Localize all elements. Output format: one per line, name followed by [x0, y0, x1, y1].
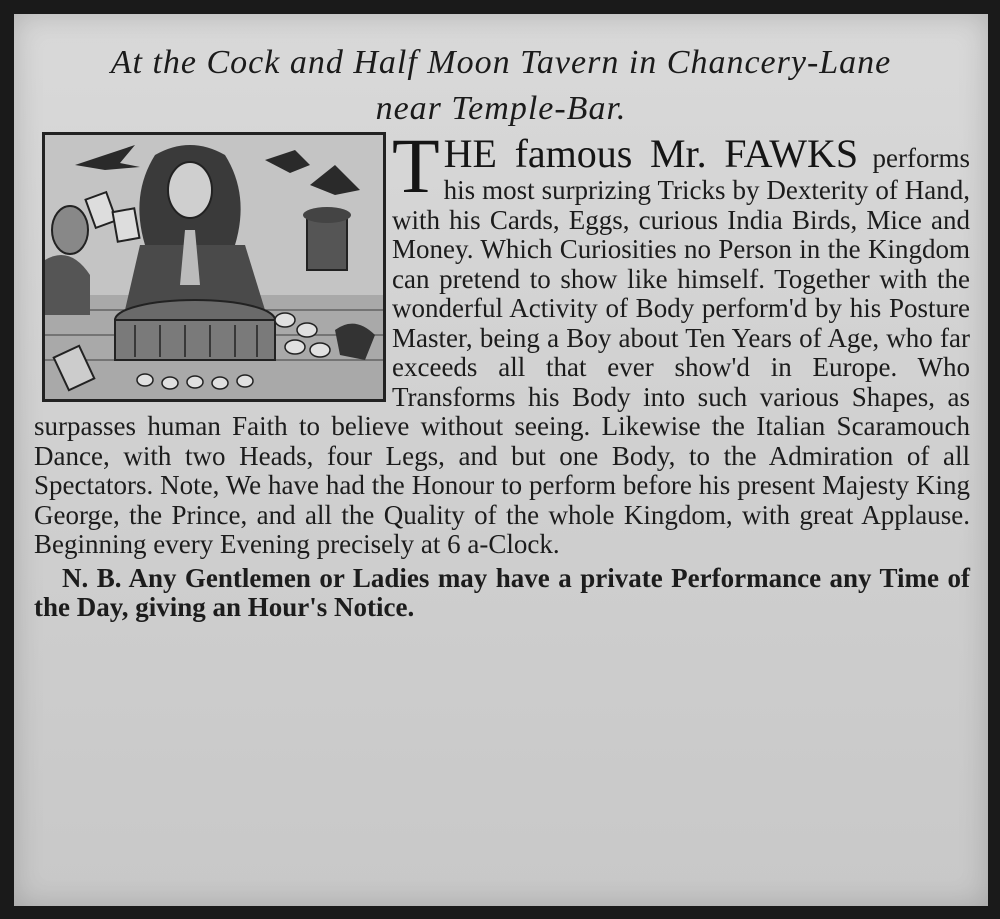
drop-cap: T: [392, 122, 440, 209]
newspaper-clipping: [14, 14, 988, 906]
headline: HE famous Mr. FAWKS: [443, 131, 859, 176]
illustration-spacer: [34, 132, 392, 412]
advertisement-text: [34, 122, 971, 623]
heading-line-2: near Temple-Bar.: [375, 90, 627, 127]
heading-line-1: At the Cock and Half Moon Tavern in Chancery-Lane: [110, 44, 892, 81]
advert-body: performs his most surprizing Tricks by Dexterity of Hand, with his Cards, Eggs, curious India Birds, Mice and Money. Which Curiosities no Person in the Kingdom can pretend to show like himself. Together with the wonderful Activity of Body perform'd by his Posture Master, being a Boy about Ten Years of Age, who far exceeds all that ever show'd in Europe. Who Transforms his Body into such various Shapes, as surpasses human Faith to believe without seeing. Likewise the Italian Scaramouch Dance, with two Heads, four Legs, and but one Body, to the Admiration of all Spectators. Note, We have had the Honour to perform before his present Majesty King George, the Prince, and all the Quality of the whole Kingdom, with great Applause. Beginning every Evening precisely at 6 a-Clock.: [34, 143, 971, 559]
bleed-through-bottom: [34, 744, 968, 774]
tavern-heading: [34, 40, 968, 132]
nota-bene: N. B. Any Gentlemen or Ladies may have a private Performance any Time of the Day, giving an Hour's Notice.: [34, 562, 970, 622]
